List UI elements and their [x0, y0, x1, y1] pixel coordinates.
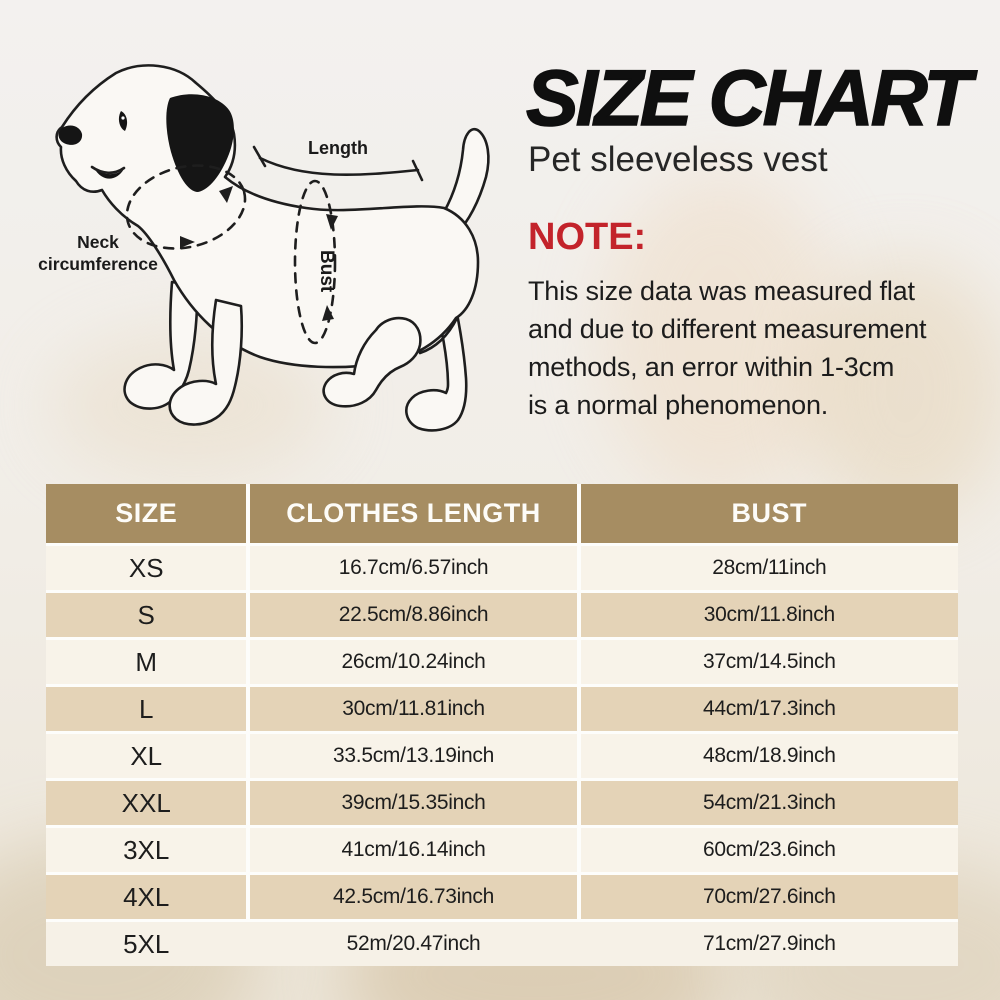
bust-cell: 70cm/27.6inch — [579, 874, 958, 921]
size-cell: S — [46, 592, 248, 639]
bust-cell: 44cm/17.3inch — [579, 686, 958, 733]
table-row — [46, 592, 958, 639]
table-row — [46, 921, 958, 967]
table-row — [46, 874, 958, 921]
size-cell: XXL — [46, 780, 248, 827]
clothes-length-cell: 22.5cm/8.86inch — [248, 592, 578, 639]
dog-measurement-diagram — [20, 40, 500, 460]
note-line: methods, an error within 1-3cm — [528, 352, 895, 382]
note-heading: NOTE: — [528, 216, 647, 258]
dog-body — [57, 65, 478, 367]
table-row — [46, 733, 958, 780]
length-label: Length — [308, 138, 368, 158]
bust-cell: 54cm/21.3inch — [579, 780, 958, 827]
clothes-length-cell: 33.5cm/13.19inch — [248, 733, 578, 780]
size-cell: XL — [46, 733, 248, 780]
size-cell: 4XL — [46, 874, 248, 921]
header-size: SIZE — [46, 484, 248, 545]
bust-cell: 37cm/14.5inch — [579, 639, 958, 686]
size-cell: M — [46, 639, 248, 686]
size-cell: L — [46, 686, 248, 733]
note-line: is a normal phenomenon. — [528, 390, 829, 420]
table-row — [46, 686, 958, 733]
size-cell: XS — [46, 545, 248, 592]
table-row — [46, 639, 958, 686]
note-text — [528, 272, 978, 424]
header-clothes-length: CLOTHES LENGTH — [248, 484, 578, 545]
neck-label-line2: circumference — [38, 254, 158, 274]
clothes-length-cell: 42.5cm/16.73inch — [248, 874, 578, 921]
bust-cell: 71cm/27.9inch — [579, 921, 958, 967]
clothes-length-cell: 41cm/16.14inch — [248, 827, 578, 874]
bust-cell: 28cm/11inch — [579, 545, 958, 592]
size-cell: 5XL — [46, 921, 248, 967]
bust-label: Bust — [316, 250, 337, 293]
neck-label-line1: Neck — [77, 232, 119, 252]
clothes-length-cell: 16.7cm/6.57inch — [248, 545, 578, 592]
table-row — [46, 827, 958, 874]
clothes-length-cell: 30cm/11.81inch — [248, 686, 578, 733]
size-cell: 3XL — [46, 827, 248, 874]
size-table — [46, 484, 958, 966]
clothes-length-cell: 26cm/10.24inch — [248, 639, 578, 686]
header-bust: BUST — [579, 484, 958, 545]
length-measure-tick-left — [254, 147, 265, 166]
bust-cell: 30cm/11.8inch — [579, 592, 958, 639]
clothes-length-cell: 39cm/15.35inch — [248, 780, 578, 827]
length-measure-line — [260, 158, 418, 175]
page-subtitle: Pet sleeveless vest — [528, 140, 828, 179]
note-line: and due to different measurement — [528, 314, 927, 344]
note-line: This size data was measured flat — [528, 276, 915, 306]
bust-cell: 48cm/18.9inch — [579, 733, 958, 780]
table-header-row — [46, 484, 958, 545]
page-title: SIZE CHART — [526, 53, 969, 142]
clothes-length-cell: 52m/20.47inch — [248, 921, 578, 967]
bust-cell: 60cm/23.6inch — [579, 827, 958, 874]
dog-eye-glint — [121, 116, 124, 119]
table-row — [46, 545, 958, 592]
table-row — [46, 780, 958, 827]
